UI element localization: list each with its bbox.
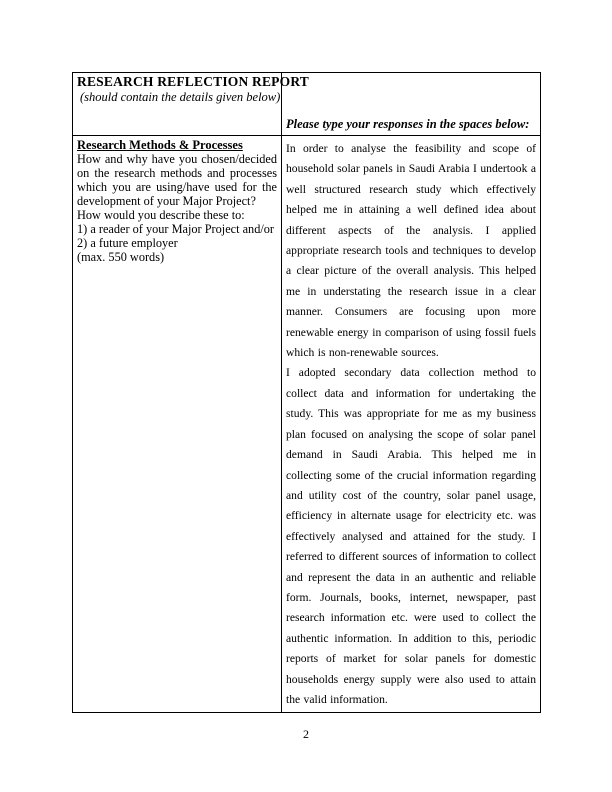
- question-option-1: 1) a reader of your Major Project and/or: [77, 222, 275, 236]
- answer-paragraph-1: In order to analyse the feasibility and scope of household solar panels in Saudi Arabia I undertook a well structured research study which effectively helped me in attaining a well defined idea about different aspects of the analysis. I applied appropriate research tools and techniques to develop a clear picture of the overall analysis. This helped me in understating the research issue in a clear manner. Consumers are focusing upon more renewable energy in comparison of using fossil fuels which is non-renewable sources.: [286, 142, 536, 360]
- answer-paragraph-2: I adopted secondary data collection method to collect data and information for undertaking the study. This was appropriate for me as my business plan focused on analysing the scope of solar panel demand in Saudi Arabia. This helped me in collecting some of the crucial information regarding and utility cost of the country, solar panel usage, efficiency in alternate usage for electricity etc. was effectively analysed and attained for the study. I referred to different sources of information to collect and represent the data in an authentic and reliable form. Journals, books, internet, newspaper, past research information etc. were used to collect the authentic information. In addition to this, periodic reports of market for solar panels for domestic households energy supply were also used to attain the valid information.: [286, 366, 536, 706]
- page-number: 2: [303, 727, 309, 741]
- report-title: RESEARCH REFLECTION REPORT: [77, 74, 310, 89]
- question-describe-line: How would you describe these to:: [77, 208, 245, 222]
- response-instruction-cell: [282, 73, 541, 136]
- question-cell: [73, 136, 282, 713]
- report-subtitle: (should contain the details given below): [80, 90, 281, 104]
- answer-cell: [282, 136, 541, 713]
- question-prompt: How and why have you chosen/decided on the research methods and processes which you are using/have used for the development of your Major Project?: [77, 152, 277, 208]
- question-word-limit: (max. 550 words): [77, 250, 165, 264]
- table-body-row: [73, 136, 541, 713]
- question-option-2: 2) a future employer: [77, 236, 178, 250]
- reflection-report-table: [72, 72, 541, 713]
- table-header-row: [73, 73, 541, 136]
- response-instruction: Please type your responses in the spaces below:: [286, 117, 530, 131]
- question-heading: Research Methods & Processes: [77, 138, 243, 152]
- report-header-cell: [73, 73, 310, 136]
